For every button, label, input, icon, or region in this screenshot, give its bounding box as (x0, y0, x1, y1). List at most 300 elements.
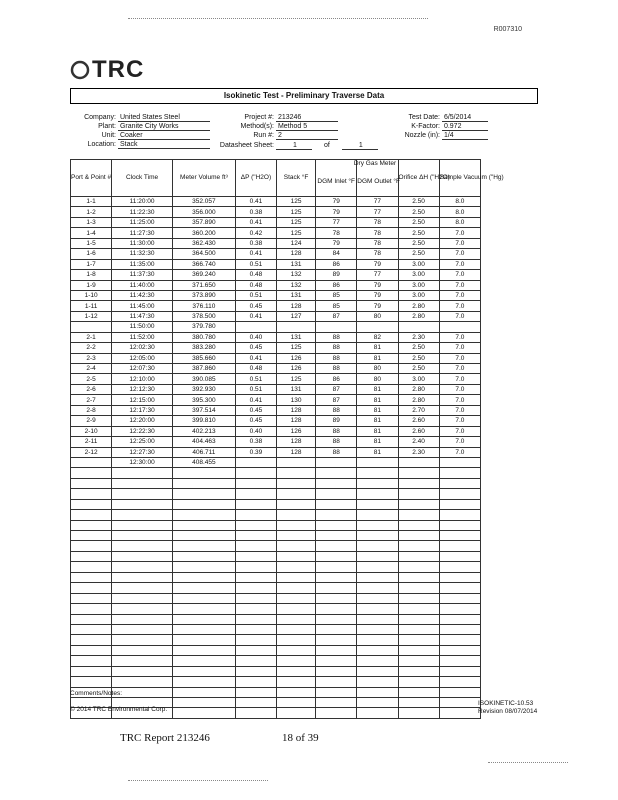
run-value: 2 (276, 132, 338, 140)
table-header-row (71, 160, 481, 197)
table-cell: 89 (316, 416, 357, 426)
table-cell (112, 551, 173, 561)
table-cell (398, 656, 439, 666)
table-cell (235, 593, 276, 603)
table-cell: 1-2 (71, 207, 112, 217)
table-cell: 78 (357, 238, 398, 248)
table-cell (172, 468, 235, 478)
table-cell (277, 551, 316, 561)
table-cell: 0.38 (235, 207, 276, 217)
table-row (71, 364, 481, 374)
table-cell (439, 698, 480, 708)
table-cell: 88 (316, 447, 357, 457)
table-cell (316, 489, 357, 499)
table-cell (316, 531, 357, 541)
blank-row (71, 666, 481, 676)
table-cell (439, 635, 480, 645)
table-cell (277, 656, 316, 666)
comments-label: Comments/Notes: (70, 690, 123, 697)
table-cell: 80 (357, 311, 398, 321)
table-cell (277, 322, 316, 332)
table-cell: 392.930 (172, 384, 235, 394)
table-cell (357, 531, 398, 541)
table-cell: 125 (277, 207, 316, 217)
table-cell (235, 468, 276, 478)
table-cell: 77 (357, 197, 398, 207)
table-cell: 3.00 (398, 374, 439, 384)
table-cell (235, 666, 276, 676)
table-cell (235, 562, 276, 572)
table-cell (357, 593, 398, 603)
table-cell (71, 541, 112, 551)
table-cell (235, 572, 276, 582)
table-cell: 2-12 (71, 447, 112, 457)
table-cell: 131 (277, 332, 316, 342)
table-cell: 78 (316, 228, 357, 238)
table-row (71, 311, 481, 321)
table-cell: 7.0 (439, 426, 480, 436)
table-cell (277, 677, 316, 687)
table-cell (439, 583, 480, 593)
table-cell (357, 645, 398, 655)
plant-value: Granite City Works (118, 123, 210, 131)
sheet-value: 1 (276, 142, 312, 150)
table-cell: 1-10 (71, 290, 112, 300)
table-cell (112, 468, 173, 478)
table-cell (316, 551, 357, 561)
blank-row (71, 551, 481, 561)
table-cell: 12:25:00 (112, 437, 173, 447)
table-cell (357, 510, 398, 520)
table-cell (357, 468, 398, 478)
table-cell (172, 499, 235, 509)
table-row (71, 384, 481, 394)
table-cell: 11:50:00 (112, 322, 173, 332)
table-cell: 2.50 (398, 217, 439, 227)
trc-logo (70, 56, 144, 84)
table-cell: 373.890 (172, 290, 235, 300)
table-cell: 12:17:30 (112, 405, 173, 415)
table-cell: 2-9 (71, 416, 112, 426)
table-cell (439, 593, 480, 603)
table-cell (112, 666, 173, 676)
table-cell: 2.60 (398, 426, 439, 436)
table-cell: 1-1 (71, 197, 112, 207)
table-cell: 81 (357, 384, 398, 394)
table-cell: 0.38 (235, 437, 276, 447)
table-cell: 404.463 (172, 437, 235, 447)
table-row (71, 217, 481, 227)
table-cell (357, 541, 398, 551)
table-cell (277, 562, 316, 572)
table-cell: 2-4 (71, 364, 112, 374)
column-header: Sample Vacuum ("Hg) (439, 160, 480, 197)
table-cell (112, 489, 173, 499)
column-header: Stack °F (277, 160, 316, 197)
table-cell: 128 (277, 301, 316, 311)
table-row (71, 301, 481, 311)
table-cell (439, 478, 480, 488)
table-cell: 7.0 (439, 290, 480, 300)
sheet-total-value: 1 (342, 142, 378, 150)
table-cell: 2.50 (398, 249, 439, 259)
method-field: Method(s): Method 5 (218, 123, 338, 131)
table-cell (398, 677, 439, 687)
table-row (71, 238, 481, 248)
date-value: 6/5/2014 (442, 114, 488, 122)
table-row (71, 353, 481, 363)
table-cell (172, 551, 235, 561)
table-cell (357, 572, 398, 582)
table-cell: 2.60 (398, 416, 439, 426)
table-cell: 0.45 (235, 416, 276, 426)
blank-row (71, 614, 481, 624)
table-cell (316, 499, 357, 509)
table-cell: 7.0 (439, 259, 480, 269)
column-header: Meter Volume ft³ (172, 160, 235, 197)
table-cell: 362.430 (172, 238, 235, 248)
project-value: 213246 (276, 114, 338, 122)
table-cell: 1-7 (71, 259, 112, 269)
table-cell: 126 (277, 364, 316, 374)
table-row (71, 395, 481, 405)
table-cell: 7.0 (439, 238, 480, 248)
table-cell (398, 593, 439, 603)
table-cell: 11:47:30 (112, 311, 173, 321)
table-cell: 78 (357, 217, 398, 227)
table-cell: 7.0 (439, 280, 480, 290)
table-cell: 12:15:00 (112, 395, 173, 405)
table-cell (277, 698, 316, 708)
table-cell (277, 499, 316, 509)
table-cell: 2.50 (398, 228, 439, 238)
table-cell: 125 (277, 374, 316, 384)
table-cell (277, 489, 316, 499)
table-cell (316, 604, 357, 614)
blank-row (71, 624, 481, 634)
table-cell: 352.057 (172, 197, 235, 207)
table-cell: 12:02:30 (112, 343, 173, 353)
table-cell: 87 (316, 384, 357, 394)
table-cell (357, 562, 398, 572)
table-row (71, 270, 481, 280)
table-row (71, 374, 481, 384)
table-cell: 85 (316, 301, 357, 311)
table-cell: 380.780 (172, 332, 235, 342)
table-cell (172, 520, 235, 530)
table-cell (235, 645, 276, 655)
table-cell (235, 614, 276, 624)
table-cell (112, 531, 173, 541)
table-cell: 86 (316, 259, 357, 269)
table-cell: 0.45 (235, 343, 276, 353)
table-cell: 81 (357, 395, 398, 405)
table-cell: 81 (357, 437, 398, 447)
table-cell: 81 (357, 405, 398, 415)
blank-row (71, 604, 481, 614)
table-cell: 8.0 (439, 217, 480, 227)
table-cell (277, 645, 316, 655)
table-cell: 399.810 (172, 416, 235, 426)
table-cell: 88 (316, 405, 357, 415)
table-cell: 2.30 (398, 332, 439, 342)
table-cell: 12:12:30 (112, 384, 173, 394)
table-cell: 11:37:30 (112, 270, 173, 280)
column-header: Port & Point # (71, 160, 112, 197)
nozzle-field: Nozzle (in): 1/4 (390, 132, 488, 140)
table-cell (316, 645, 357, 655)
table-row (71, 207, 481, 217)
table-cell (235, 677, 276, 687)
table-cell (71, 656, 112, 666)
table-cell: 402.213 (172, 426, 235, 436)
table-cell: 11:52:00 (112, 332, 173, 342)
table-cell (112, 583, 173, 593)
table-cell (398, 708, 439, 718)
table-cell: 78 (357, 249, 398, 259)
table-cell (398, 698, 439, 708)
blank-row (71, 645, 481, 655)
table-cell: 11:27:30 (112, 228, 173, 238)
table-cell: 125 (277, 343, 316, 353)
table-cell: 0.41 (235, 353, 276, 363)
table-cell: 0.40 (235, 332, 276, 342)
table-cell (277, 614, 316, 624)
table-cell (172, 531, 235, 541)
table-cell (112, 520, 173, 530)
table-cell: 0.51 (235, 290, 276, 300)
table-cell (398, 604, 439, 614)
page-number: 18 of 39 (282, 732, 319, 744)
table-cell: 390.085 (172, 374, 235, 384)
table-cell: 7.0 (439, 353, 480, 363)
k-factor-field: K-Factor: 0.972 (390, 123, 488, 131)
table-cell (172, 677, 235, 687)
table-cell (235, 604, 276, 614)
table-cell: 2.30 (398, 447, 439, 457)
sheet-field: Datasheet Sheet: 1 of 1 (218, 142, 378, 150)
table-cell: 11:40:00 (112, 280, 173, 290)
table-cell: 7.0 (439, 384, 480, 394)
table-cell: 8.0 (439, 207, 480, 217)
table-cell (172, 645, 235, 655)
table-cell (316, 572, 357, 582)
table-cell: 12:10:00 (112, 374, 173, 384)
table-cell: 2.50 (398, 353, 439, 363)
table-cell (71, 520, 112, 530)
table-row (71, 197, 481, 207)
table-cell (357, 604, 398, 614)
table-cell: 2-8 (71, 405, 112, 415)
table-cell: 88 (316, 437, 357, 447)
table-cell: 385.660 (172, 353, 235, 363)
table-cell (71, 614, 112, 624)
table-cell: 1-8 (71, 270, 112, 280)
table-cell: 125 (277, 228, 316, 238)
table-cell (357, 489, 398, 499)
table-cell (277, 604, 316, 614)
blank-row (71, 541, 481, 551)
table-cell (277, 457, 316, 467)
table-cell: 7.0 (439, 405, 480, 415)
table-cell: 77 (357, 207, 398, 217)
table-cell (439, 468, 480, 478)
table-cell: 2.50 (398, 343, 439, 353)
table-cell (316, 635, 357, 645)
date-field: Test Date: 6/5/2014 (390, 114, 488, 122)
table-cell: 132 (277, 280, 316, 290)
table-cell (357, 478, 398, 488)
table-cell (112, 635, 173, 645)
table-cell (316, 562, 357, 572)
table-cell (277, 593, 316, 603)
table-cell (357, 457, 398, 467)
table-row (71, 457, 481, 467)
table-cell: 7.0 (439, 416, 480, 426)
table-cell: 2-2 (71, 343, 112, 353)
table-cell: 79 (316, 238, 357, 248)
table-row (71, 280, 481, 290)
table-cell: 12:20:00 (112, 416, 173, 426)
table-cell: 0.48 (235, 364, 276, 374)
table-cell: 371.650 (172, 280, 235, 290)
table-cell: 3.00 (398, 270, 439, 280)
blank-row (71, 489, 481, 499)
table-cell (112, 656, 173, 666)
table-cell (316, 624, 357, 634)
table-cell: 369.240 (172, 270, 235, 280)
table-row (71, 322, 481, 332)
table-cell: 406.711 (172, 447, 235, 457)
table-cell: 2-7 (71, 395, 112, 405)
table-cell: 1-11 (71, 301, 112, 311)
table-cell: 7.0 (439, 395, 480, 405)
blank-row (71, 468, 481, 478)
table-cell (235, 322, 276, 332)
table-cell: 7.0 (439, 364, 480, 374)
table-cell: 82 (357, 332, 398, 342)
table-cell: 128 (277, 447, 316, 457)
table-cell: 12:22:30 (112, 426, 173, 436)
table-cell (357, 666, 398, 676)
table-cell (439, 562, 480, 572)
table-cell (439, 677, 480, 687)
table-cell (277, 478, 316, 488)
table-cell (357, 551, 398, 561)
table-cell: 80 (357, 374, 398, 384)
table-cell (71, 551, 112, 561)
copyright: © 2014 TRC Environmental Corp. (70, 706, 168, 713)
table-cell: 128 (277, 437, 316, 447)
table-row (71, 426, 481, 436)
table-cell (439, 551, 480, 561)
table-cell (316, 583, 357, 593)
table-row (71, 332, 481, 342)
column-header: DGM Outlet °F (357, 160, 398, 197)
table-cell (277, 708, 316, 718)
table-cell: 88 (316, 332, 357, 342)
document-id: R007310 (493, 26, 522, 33)
table-cell (357, 583, 398, 593)
table-cell: 2.50 (398, 197, 439, 207)
logo-text: TRC (92, 56, 145, 83)
table-cell (112, 677, 173, 687)
blank-row (71, 520, 481, 530)
table-cell: 1-3 (71, 217, 112, 227)
table-row (71, 447, 481, 457)
table-cell: 88 (316, 353, 357, 363)
table-cell (112, 593, 173, 603)
table-cell (172, 708, 235, 718)
table-cell (235, 541, 276, 551)
table-cell (172, 583, 235, 593)
table-cell (235, 708, 276, 718)
table-cell (277, 583, 316, 593)
table-cell (235, 698, 276, 708)
table-cell (357, 614, 398, 624)
table-cell: 2-3 (71, 353, 112, 363)
table-cell (235, 489, 276, 499)
table-cell (398, 562, 439, 572)
table-cell (439, 322, 480, 332)
table-cell: 387.860 (172, 364, 235, 374)
table-cell (439, 645, 480, 655)
table-cell (398, 322, 439, 332)
table-cell (439, 541, 480, 551)
table-cell: 7.0 (439, 374, 480, 384)
table-cell (277, 541, 316, 551)
table-cell: 2-1 (71, 332, 112, 342)
table-cell: 357.890 (172, 217, 235, 227)
table-row (71, 228, 481, 238)
table-cell: 11:20:00 (112, 197, 173, 207)
table-cell: 2-5 (71, 374, 112, 384)
table-cell: 79 (316, 197, 357, 207)
form-title: Isokinetic Test - Preliminary Traverse Data (70, 88, 538, 104)
table-cell: 360.200 (172, 228, 235, 238)
blank-row (71, 635, 481, 645)
table-cell (235, 656, 276, 666)
table-cell (112, 645, 173, 655)
blank-row (71, 687, 481, 697)
table-cell (172, 698, 235, 708)
table-cell (398, 687, 439, 697)
table-cell (172, 489, 235, 499)
table-cell (71, 645, 112, 655)
table-cell: 89 (316, 270, 357, 280)
table-cell (172, 510, 235, 520)
table-cell (439, 624, 480, 634)
table-cell: 0.38 (235, 238, 276, 248)
table-cell: 127 (277, 311, 316, 321)
table-cell (398, 624, 439, 634)
column-header: Orifice ΔH ("H2O) (398, 160, 439, 197)
table-cell: 79 (316, 207, 357, 217)
table-cell (235, 531, 276, 541)
table-cell (112, 614, 173, 624)
table-cell (172, 666, 235, 676)
table-cell (398, 635, 439, 645)
table-cell: 2.50 (398, 238, 439, 248)
table-cell: 2.70 (398, 405, 439, 415)
table-cell (316, 478, 357, 488)
table-cell (439, 614, 480, 624)
table-cell: 0.39 (235, 447, 276, 457)
table-body (71, 197, 481, 719)
table-cell: 7.0 (439, 301, 480, 311)
k-factor-value: 0.972 (442, 123, 488, 131)
table-cell (71, 510, 112, 520)
